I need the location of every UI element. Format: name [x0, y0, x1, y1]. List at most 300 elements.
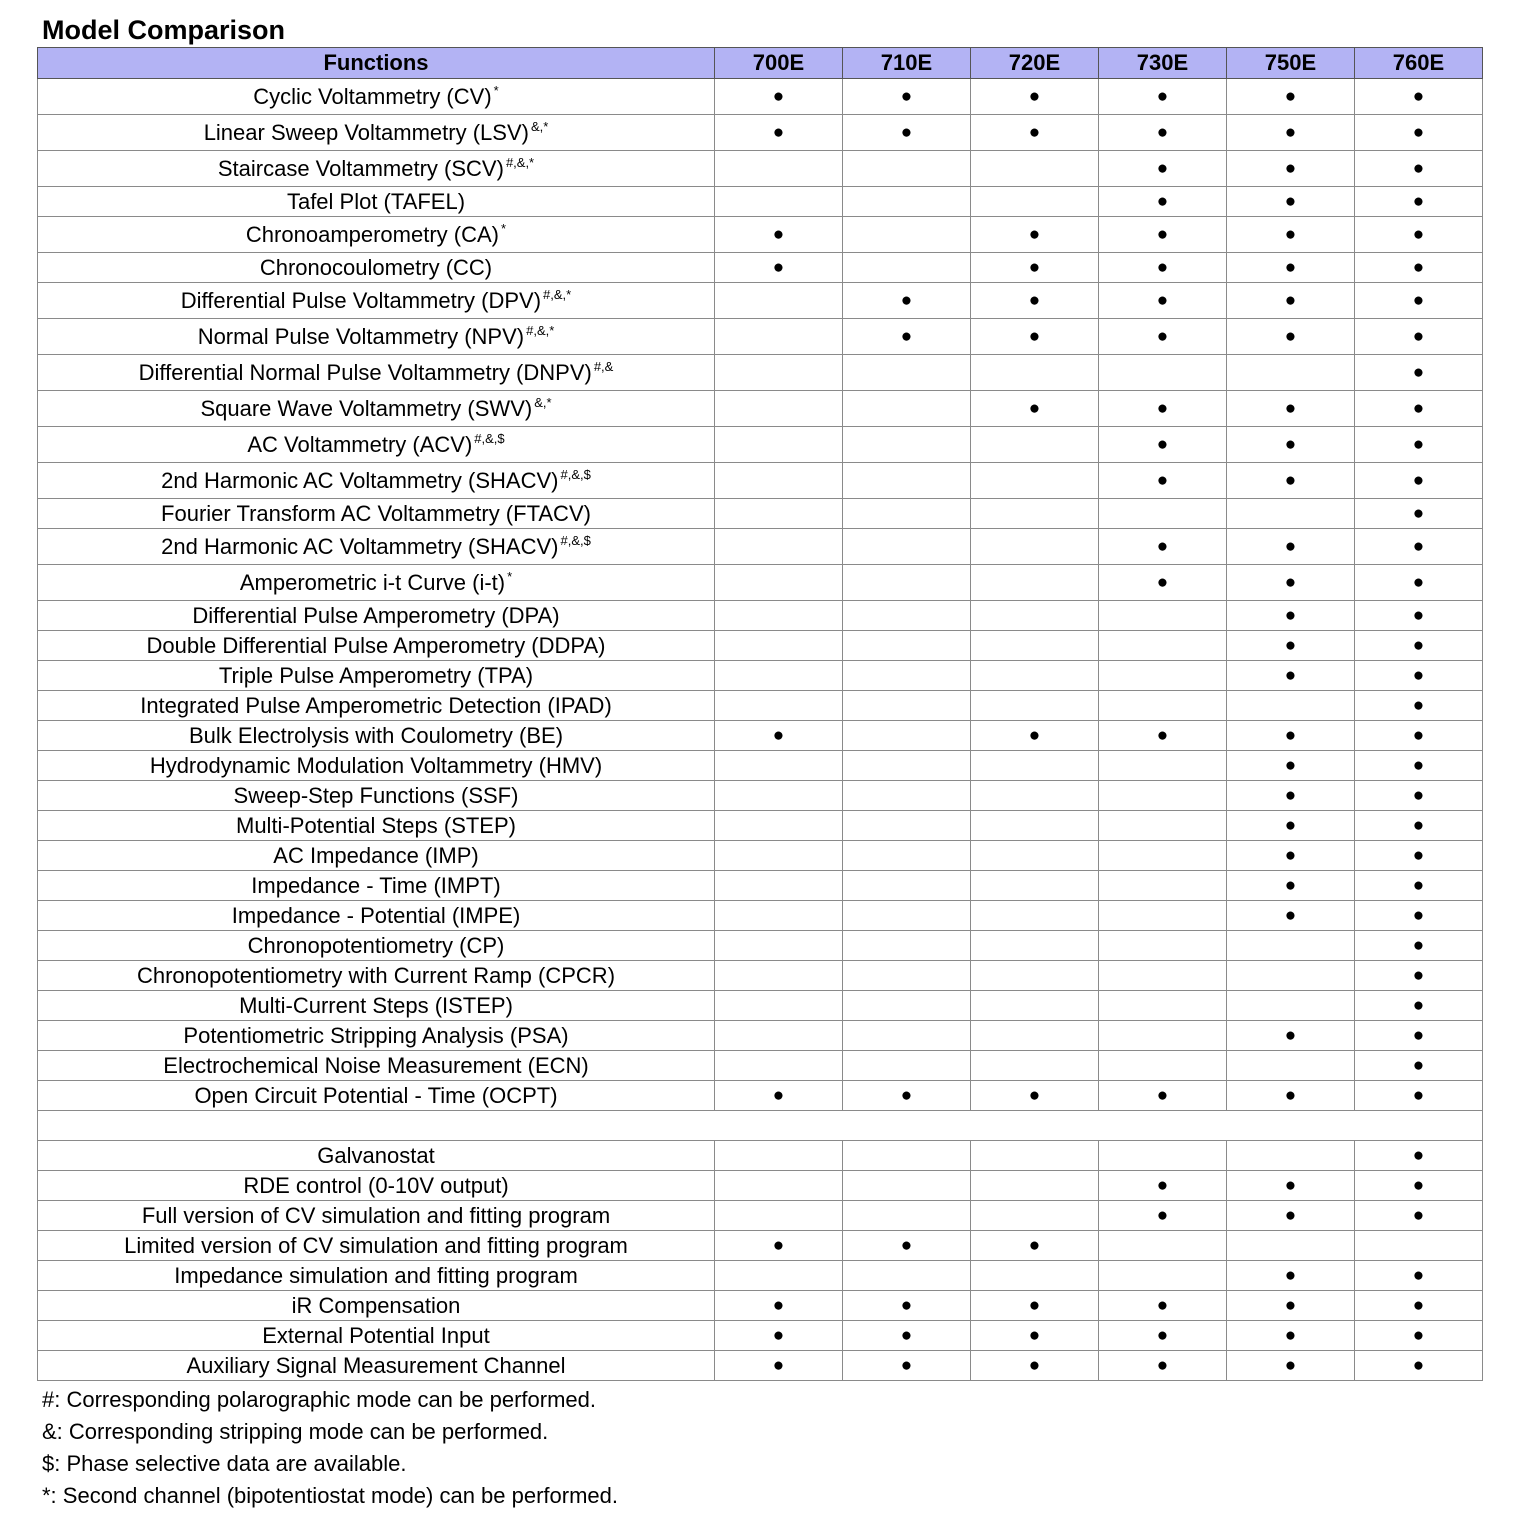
- supported-dot-icon: ●: [1284, 755, 1297, 776]
- function-name: Hydrodynamic Modulation Voltammetry (HMV): [149, 752, 603, 778]
- table-row: [38, 151, 1483, 187]
- support-cell-730e: [1099, 1171, 1227, 1201]
- support-cell-700e: [715, 661, 843, 691]
- support-cell-720e: [971, 319, 1099, 355]
- support-cell-700e: [715, 1021, 843, 1051]
- supported-dot-icon: ●: [1156, 434, 1169, 455]
- support-cell-700e: [715, 1051, 843, 1081]
- supported-dot-icon: ●: [1284, 725, 1297, 746]
- supported-dot-icon: ●: [1412, 1355, 1425, 1376]
- function-name: Impedance - Time (IMPT): [251, 872, 501, 898]
- function-name-cell: [38, 1021, 715, 1051]
- supported-dot-icon: ●: [1412, 815, 1425, 836]
- support-cell-730e: [1099, 427, 1227, 463]
- function-name-cell: [38, 901, 715, 931]
- support-cell-710e: [843, 1291, 971, 1321]
- supported-dot-icon: ●: [1412, 362, 1425, 383]
- support-cell-750e: [1227, 1351, 1355, 1381]
- supported-dot-icon: ●: [900, 1325, 913, 1346]
- support-cell-750e: [1227, 187, 1355, 217]
- supported-dot-icon: ●: [1156, 1175, 1169, 1196]
- support-cell-750e: [1227, 427, 1355, 463]
- function-name-cell: [38, 319, 715, 355]
- support-cell-710e: [843, 427, 971, 463]
- supported-dot-icon: ●: [1412, 398, 1425, 419]
- supported-dot-icon: ●: [900, 122, 913, 143]
- support-cell-720e: [971, 1171, 1099, 1201]
- support-cell-730e: [1099, 901, 1227, 931]
- supported-dot-icon: ●: [1412, 224, 1425, 245]
- supported-dot-icon: ●: [1412, 470, 1425, 491]
- supported-dot-icon: ●: [1028, 1355, 1041, 1376]
- table-row: [38, 499, 1483, 529]
- supported-dot-icon: ●: [1284, 785, 1297, 806]
- support-cell-750e: [1227, 631, 1355, 661]
- support-cell-700e: [715, 391, 843, 427]
- table-row: [38, 217, 1483, 253]
- supported-dot-icon: ●: [1412, 635, 1425, 656]
- function-name: Square Wave Voltammetry (SWV): [200, 396, 533, 421]
- support-cell-710e: [843, 529, 971, 565]
- support-cell-720e: [971, 529, 1099, 565]
- support-cell-700e: [715, 319, 843, 355]
- support-cell-710e: [843, 79, 971, 115]
- support-cell-760e: [1355, 565, 1483, 601]
- function-name-cell: [38, 931, 715, 961]
- function-name: Impedance - Potential (IMPE): [231, 902, 521, 928]
- function-name-cell: [38, 841, 715, 871]
- function-name: Staircase Voltammetry (SCV): [217, 156, 504, 181]
- table-row: [38, 1291, 1483, 1321]
- support-cell-710e: [843, 1171, 971, 1201]
- table-row: [38, 391, 1483, 427]
- support-cell-700e: [715, 1351, 843, 1381]
- support-cell-720e: [971, 1141, 1099, 1171]
- supported-dot-icon: ●: [772, 86, 785, 107]
- function-name: Linear Sweep Voltammetry (LSV): [203, 120, 529, 145]
- table-row: [38, 781, 1483, 811]
- function-name-cell: [38, 1141, 715, 1171]
- support-cell-750e: [1227, 319, 1355, 355]
- supported-dot-icon: ●: [1028, 725, 1041, 746]
- supported-dot-icon: ●: [1028, 1085, 1041, 1106]
- header-model-720e: 720E: [971, 48, 1099, 79]
- table-row: [38, 463, 1483, 499]
- support-cell-710e: [843, 391, 971, 427]
- table-row: [38, 811, 1483, 841]
- support-cell-710e: [843, 151, 971, 187]
- support-cell-700e: [715, 217, 843, 253]
- supported-dot-icon: ●: [1156, 326, 1169, 347]
- function-name: Bulk Electrolysis with Coulometry (BE): [188, 722, 564, 748]
- supported-dot-icon: ●: [1412, 1055, 1425, 1076]
- footnote-stripping: &: Corresponding stripping mode can be performed.: [42, 1419, 549, 1444]
- supported-dot-icon: ●: [1156, 536, 1169, 557]
- supported-dot-icon: ●: [1412, 1085, 1425, 1106]
- supported-dot-icon: ●: [1284, 605, 1297, 626]
- function-name-cell: [38, 601, 715, 631]
- support-cell-750e: [1227, 499, 1355, 529]
- table-header-row: [38, 48, 1483, 79]
- support-cell-730e: [1099, 1261, 1227, 1291]
- support-cell-710e: [843, 463, 971, 499]
- supported-dot-icon: ●: [1284, 572, 1297, 593]
- support-cell-750e: [1227, 355, 1355, 391]
- support-cell-720e: [971, 217, 1099, 253]
- function-name-cell: [38, 871, 715, 901]
- table-row: [38, 631, 1483, 661]
- support-cell-760e: [1355, 319, 1483, 355]
- support-cell-720e: [971, 661, 1099, 691]
- support-cell-730e: [1099, 499, 1227, 529]
- supported-dot-icon: ●: [772, 257, 785, 278]
- support-cell-700e: [715, 691, 843, 721]
- function-name: Auxiliary Signal Measurement Channel: [186, 1352, 566, 1378]
- table-row: [38, 1201, 1483, 1231]
- support-cell-720e: [971, 391, 1099, 427]
- support-cell-710e: [843, 1141, 971, 1171]
- support-cell-710e: [843, 1021, 971, 1051]
- support-cell-750e: [1227, 79, 1355, 115]
- support-cell-700e: [715, 751, 843, 781]
- support-cell-760e: [1355, 355, 1483, 391]
- support-cell-700e: [715, 283, 843, 319]
- supported-dot-icon: ●: [1284, 434, 1297, 455]
- support-cell-710e: [843, 319, 971, 355]
- supported-dot-icon: ●: [1412, 86, 1425, 107]
- function-name-cell: [38, 811, 715, 841]
- supported-dot-icon: ●: [1412, 665, 1425, 686]
- supported-dot-icon: ●: [1284, 635, 1297, 656]
- support-cell-750e: [1227, 217, 1355, 253]
- table-row: [38, 901, 1483, 931]
- support-cell-720e: [971, 1291, 1099, 1321]
- function-name: Full version of CV simulation and fitting program: [141, 1202, 611, 1228]
- supported-dot-icon: ●: [1028, 257, 1041, 278]
- support-cell-700e: [715, 427, 843, 463]
- support-cell-710e: [843, 1351, 971, 1381]
- function-name: Cyclic Voltammetry (CV): [253, 84, 492, 109]
- function-name-cell: [38, 355, 715, 391]
- table-row: [38, 1141, 1483, 1171]
- support-cell-710e: [843, 355, 971, 391]
- support-cell-710e: [843, 811, 971, 841]
- support-cell-710e: [843, 1051, 971, 1081]
- function-name-cell: [38, 391, 715, 427]
- support-cell-720e: [971, 1261, 1099, 1291]
- function-name: Amperometric i-t Curve (i-t): [239, 570, 506, 595]
- support-cell-760e: [1355, 1051, 1483, 1081]
- support-cell-700e: [715, 601, 843, 631]
- support-cell-730e: [1099, 1081, 1227, 1111]
- table-row: [38, 1261, 1483, 1291]
- function-name: AC Voltammetry (ACV): [247, 432, 473, 457]
- page-title: Model Comparison: [42, 15, 286, 45]
- support-cell-720e: [971, 631, 1099, 661]
- support-cell-700e: [715, 253, 843, 283]
- support-cell-730e: [1099, 529, 1227, 565]
- support-cell-750e: [1227, 811, 1355, 841]
- supported-dot-icon: ●: [772, 1355, 785, 1376]
- function-name-cell: [38, 1321, 715, 1351]
- support-cell-720e: [971, 115, 1099, 151]
- support-cell-700e: [715, 463, 843, 499]
- supported-dot-icon: ●: [772, 122, 785, 143]
- supported-dot-icon: ●: [1028, 122, 1041, 143]
- supported-dot-icon: ●: [900, 1235, 913, 1256]
- function-name: Tafel Plot (TAFEL): [286, 188, 466, 214]
- footnote-marker: &,*: [534, 395, 552, 410]
- supported-dot-icon: ●: [1412, 158, 1425, 179]
- supported-dot-icon: ●: [1156, 1085, 1169, 1106]
- support-cell-720e: [971, 427, 1099, 463]
- support-cell-750e: [1227, 391, 1355, 427]
- support-cell-760e: [1355, 841, 1483, 871]
- support-cell-730e: [1099, 721, 1227, 751]
- support-cell-760e: [1355, 427, 1483, 463]
- support-cell-700e: [715, 151, 843, 187]
- supported-dot-icon: ●: [1028, 1295, 1041, 1316]
- support-cell-710e: [843, 283, 971, 319]
- support-cell-700e: [715, 961, 843, 991]
- support-cell-750e: [1227, 529, 1355, 565]
- supported-dot-icon: ●: [1284, 257, 1297, 278]
- support-cell-760e: [1355, 151, 1483, 187]
- table-row: [38, 1351, 1483, 1381]
- supported-dot-icon: ●: [900, 1085, 913, 1106]
- support-cell-720e: [971, 151, 1099, 187]
- supported-dot-icon: ●: [1412, 1325, 1425, 1346]
- footnote-marker: #,&,$: [474, 431, 505, 446]
- support-cell-730e: [1099, 151, 1227, 187]
- support-cell-760e: [1355, 931, 1483, 961]
- model-comparison-table: [37, 47, 1483, 1381]
- function-name-cell: [38, 661, 715, 691]
- function-name-cell: [38, 151, 715, 187]
- supported-dot-icon: ●: [1412, 326, 1425, 347]
- function-name: Triple Pulse Amperometry (TPA): [218, 662, 534, 688]
- table-row: [38, 1321, 1483, 1351]
- supported-dot-icon: ●: [1284, 122, 1297, 143]
- function-name: Sweep-Step Functions (SSF): [233, 782, 519, 808]
- function-name: Chronoamperometry (CA): [245, 222, 499, 247]
- supported-dot-icon: ●: [1412, 1205, 1425, 1226]
- support-cell-750e: [1227, 1261, 1355, 1291]
- supported-dot-icon: ●: [1412, 1025, 1425, 1046]
- table-row: [38, 1171, 1483, 1201]
- supported-dot-icon: ●: [1412, 905, 1425, 926]
- supported-dot-icon: ●: [900, 1295, 913, 1316]
- table-row: [38, 601, 1483, 631]
- footnote-marker: *: [493, 83, 499, 98]
- support-cell-760e: [1355, 1201, 1483, 1231]
- support-cell-730e: [1099, 1321, 1227, 1351]
- function-name-cell: [38, 217, 715, 253]
- support-cell-760e: [1355, 1261, 1483, 1291]
- support-cell-700e: [715, 631, 843, 661]
- header-model-730e: 730E: [1099, 48, 1227, 79]
- function-name: Integrated Pulse Amperometric Detection (IPAD): [140, 692, 612, 718]
- support-cell-760e: [1355, 253, 1483, 283]
- support-cell-710e: [843, 565, 971, 601]
- support-cell-750e: [1227, 781, 1355, 811]
- support-cell-750e: [1227, 601, 1355, 631]
- supported-dot-icon: ●: [1028, 1325, 1041, 1346]
- supported-dot-icon: ●: [1284, 875, 1297, 896]
- table-row: [38, 751, 1483, 781]
- support-cell-730e: [1099, 283, 1227, 319]
- supported-dot-icon: ●: [1412, 536, 1425, 557]
- support-cell-720e: [971, 187, 1099, 217]
- support-cell-750e: [1227, 901, 1355, 931]
- support-cell-730e: [1099, 319, 1227, 355]
- support-cell-720e: [971, 355, 1099, 391]
- function-name: 2nd Harmonic AC Voltammetry (SHACV): [161, 534, 559, 559]
- support-cell-760e: [1355, 79, 1483, 115]
- function-name: External Potential Input: [262, 1322, 490, 1348]
- support-cell-730e: [1099, 253, 1227, 283]
- support-cell-720e: [971, 991, 1099, 1021]
- support-cell-750e: [1227, 841, 1355, 871]
- support-cell-760e: [1355, 217, 1483, 253]
- support-cell-710e: [843, 901, 971, 931]
- function-name: AC Impedance (IMP): [273, 842, 479, 868]
- support-cell-720e: [971, 79, 1099, 115]
- function-name-cell: [38, 565, 715, 601]
- support-cell-750e: [1227, 115, 1355, 151]
- supported-dot-icon: ●: [1412, 965, 1425, 986]
- supported-dot-icon: ●: [1412, 257, 1425, 278]
- support-cell-760e: [1355, 871, 1483, 901]
- supported-dot-icon: ●: [1028, 1235, 1041, 1256]
- support-cell-700e: [715, 187, 843, 217]
- footnote-marker: &,*: [530, 119, 549, 134]
- support-cell-700e: [715, 499, 843, 529]
- support-cell-720e: [971, 871, 1099, 901]
- footnote-second-channel: *: Second channel (bipotentiostat mode) can be performed.: [42, 1483, 619, 1508]
- supported-dot-icon: ●: [1412, 290, 1425, 311]
- supported-dot-icon: ●: [1412, 434, 1425, 455]
- support-cell-750e: [1227, 1171, 1355, 1201]
- support-cell-730e: [1099, 1141, 1227, 1171]
- supported-dot-icon: ●: [1156, 191, 1169, 212]
- support-cell-720e: [971, 1081, 1099, 1111]
- function-name: Electrochemical Noise Measurement (ECN): [163, 1052, 589, 1078]
- support-cell-750e: [1227, 253, 1355, 283]
- support-cell-760e: [1355, 1231, 1483, 1261]
- footnote-marker: #,&,*: [543, 287, 572, 302]
- support-cell-710e: [843, 661, 971, 691]
- header-model-710e: 710E: [843, 48, 971, 79]
- support-cell-710e: [843, 721, 971, 751]
- support-cell-720e: [971, 1351, 1099, 1381]
- header-functions: Functions: [38, 48, 715, 79]
- support-cell-710e: [843, 1321, 971, 1351]
- table-row: [38, 991, 1483, 1021]
- support-cell-760e: [1355, 691, 1483, 721]
- supported-dot-icon: ●: [1156, 725, 1169, 746]
- footnote-marker: #,&: [593, 359, 614, 374]
- function-name: Open Circuit Potential - Time (OCPT): [194, 1082, 558, 1108]
- table-row: [38, 529, 1483, 565]
- support-cell-700e: [715, 1201, 843, 1231]
- supported-dot-icon: ●: [1284, 1265, 1297, 1286]
- supported-dot-icon: ●: [772, 725, 785, 746]
- support-cell-730e: [1099, 1201, 1227, 1231]
- function-name-cell: [38, 79, 715, 115]
- support-cell-750e: [1227, 1141, 1355, 1171]
- header-model-760e: 760E: [1355, 48, 1483, 79]
- support-cell-750e: [1227, 1201, 1355, 1231]
- table-row: [38, 1021, 1483, 1051]
- support-cell-720e: [971, 283, 1099, 319]
- support-cell-720e: [971, 253, 1099, 283]
- support-cell-700e: [715, 871, 843, 901]
- support-cell-700e: [715, 781, 843, 811]
- support-cell-720e: [971, 901, 1099, 931]
- support-cell-720e: [971, 1021, 1099, 1051]
- support-cell-760e: [1355, 1141, 1483, 1171]
- footnote-marker: #,&,*: [526, 323, 555, 338]
- supported-dot-icon: ●: [900, 326, 913, 347]
- support-cell-730e: [1099, 751, 1227, 781]
- support-cell-710e: [843, 991, 971, 1021]
- support-cell-760e: [1355, 1021, 1483, 1051]
- supported-dot-icon: ●: [1412, 875, 1425, 896]
- supported-dot-icon: ●: [1156, 1325, 1169, 1346]
- supported-dot-icon: ●: [1284, 1085, 1297, 1106]
- function-name-cell: [38, 721, 715, 751]
- support-cell-710e: [843, 499, 971, 529]
- support-cell-700e: [715, 1141, 843, 1171]
- supported-dot-icon: ●: [1028, 326, 1041, 347]
- supported-dot-icon: ●: [1156, 290, 1169, 311]
- support-cell-720e: [971, 781, 1099, 811]
- supported-dot-icon: ●: [1284, 1175, 1297, 1196]
- support-cell-700e: [715, 721, 843, 751]
- support-cell-730e: [1099, 871, 1227, 901]
- support-cell-760e: [1355, 529, 1483, 565]
- support-cell-700e: [715, 355, 843, 391]
- support-cell-720e: [971, 463, 1099, 499]
- support-cell-750e: [1227, 1231, 1355, 1261]
- support-cell-730e: [1099, 661, 1227, 691]
- support-cell-750e: [1227, 1051, 1355, 1081]
- support-cell-730e: [1099, 991, 1227, 1021]
- support-cell-730e: [1099, 1231, 1227, 1261]
- support-cell-750e: [1227, 721, 1355, 751]
- function-name: Multi-Potential Steps (STEP): [236, 812, 516, 838]
- function-name: Potentiometric Stripping Analysis (PSA): [183, 1022, 569, 1048]
- footnotes: [42, 1384, 618, 1512]
- support-cell-700e: [715, 529, 843, 565]
- supported-dot-icon: ●: [1284, 1295, 1297, 1316]
- supported-dot-icon: ●: [1156, 158, 1169, 179]
- support-cell-720e: [971, 565, 1099, 601]
- function-name: Normal Pulse Voltammetry (NPV): [197, 324, 525, 349]
- function-name: Differential Pulse Voltammetry (DPV): [180, 288, 542, 313]
- supported-dot-icon: ●: [900, 86, 913, 107]
- function-name: Differential Pulse Amperometry (DPA): [192, 602, 560, 628]
- table-row: [38, 319, 1483, 355]
- supported-dot-icon: ●: [1156, 1295, 1169, 1316]
- support-cell-700e: [715, 1231, 843, 1261]
- support-cell-700e: [715, 115, 843, 151]
- support-cell-760e: [1355, 661, 1483, 691]
- function-name: Galvanostat: [317, 1142, 435, 1168]
- support-cell-760e: [1355, 721, 1483, 751]
- support-cell-760e: [1355, 115, 1483, 151]
